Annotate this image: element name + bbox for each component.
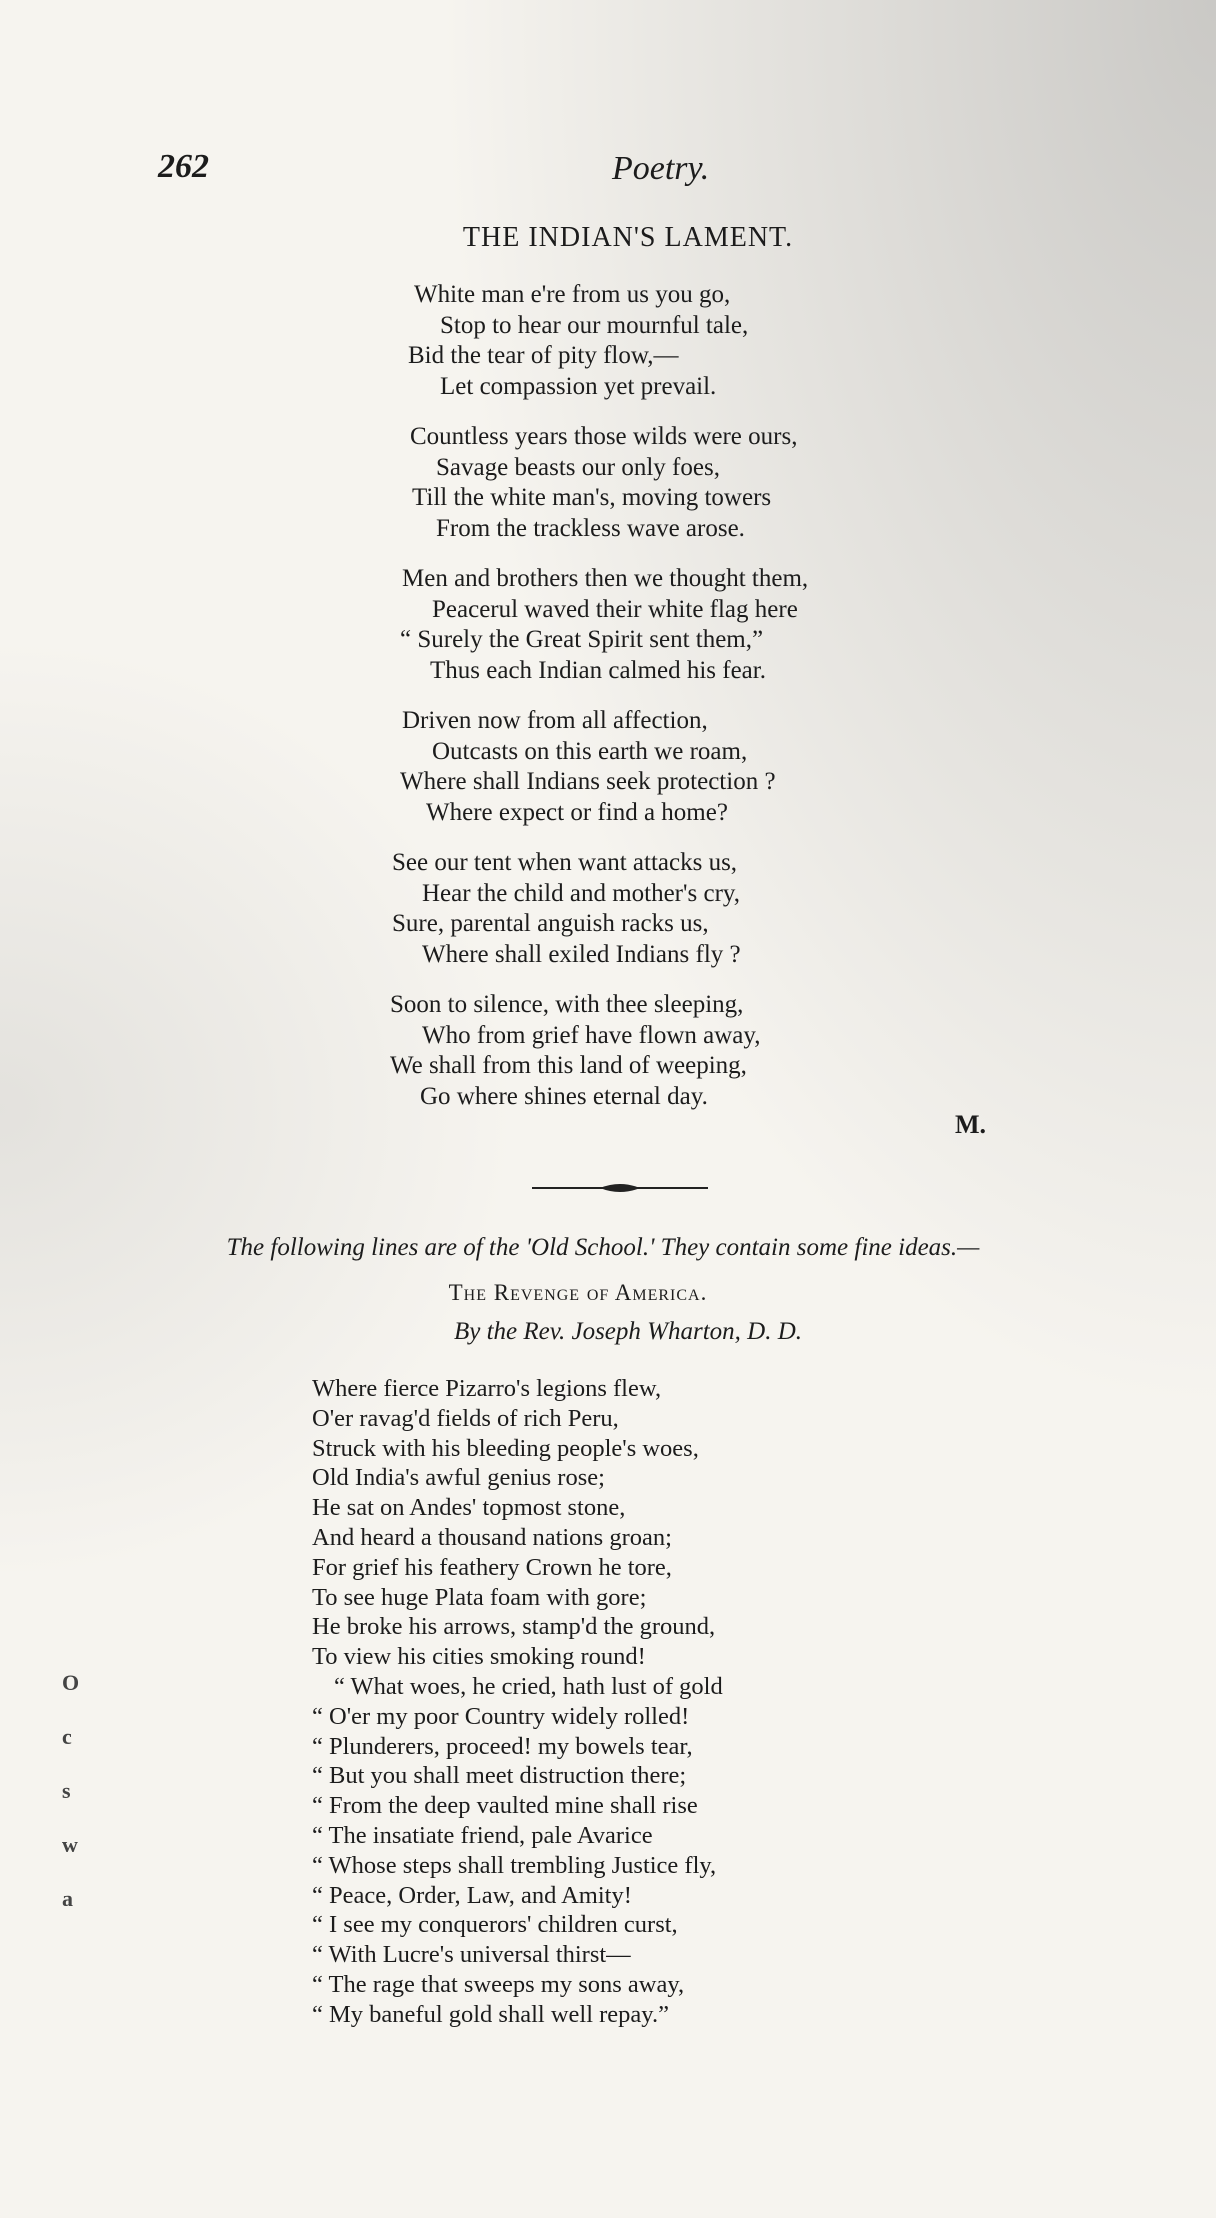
verse-line: Struck with his bleeding people's woes, <box>312 1434 699 1462</box>
verse-line: Let compassion yet prevail. <box>440 372 717 400</box>
verse-line: “ What woes, he cried, hath lust of gold <box>334 1672 723 1700</box>
facing-page-bleed-letters <box>62 1670 92 1940</box>
verse-line: He broke his arrows, stamp'd the ground, <box>312 1613 716 1641</box>
verse-line: Stop to hear our mournful tale, <box>440 311 749 339</box>
poem-indians-lament <box>388 280 1088 1132</box>
verse-line: To see huge Plata foam with gore; <box>312 1583 647 1611</box>
verse-line: Sure, parental anguish racks us, <box>392 910 709 937</box>
poem-title-revenge-of-america: The Revenge of America. <box>448 1280 708 1305</box>
running-head: Poetry. <box>612 150 710 187</box>
verse-line: Driven now from all affection, <box>402 707 708 734</box>
verse-line: “ The rage that sweeps my sons away, <box>312 1970 685 1998</box>
verse-line: Soon to silence, with thee sleeping, <box>390 991 744 1018</box>
stanza <box>388 706 1088 828</box>
verse-line: “ Plunderers, proceed! my bowels tear, <box>312 1732 693 1760</box>
margin-letter: c <box>62 1724 72 1749</box>
stanza <box>388 990 1088 1112</box>
verse-line: Where expect or find a home? <box>426 798 728 826</box>
verse-line: Men and brothers then we thought them, <box>402 565 809 592</box>
verse-line: He sat on Andes' topmost stone, <box>312 1494 626 1522</box>
verse-line: “ The insatiate friend, pale Avarice <box>312 1821 653 1849</box>
verse-line: “ But you shall meet distruction there; <box>312 1762 687 1790</box>
poem-revenge-of-america <box>312 1374 1112 2030</box>
poem-title-indians-lament: THE INDIAN'S LAMENT. <box>462 222 794 253</box>
verse-line: Outcasts on this earth we roam, <box>432 737 748 765</box>
margin-letter: w <box>62 1832 78 1857</box>
verse-line: And heard a thousand nations groan; <box>312 1523 672 1551</box>
verse-line: “ Whose steps shall trembling Justice fly, <box>312 1851 717 1879</box>
poem-attribution: M. <box>955 1110 987 1139</box>
section-divider-ornament <box>530 1180 710 1196</box>
page-header <box>0 148 1216 188</box>
stanza <box>388 848 1088 970</box>
verse-line: “ From the deep vaulted mine shall rise <box>312 1792 698 1820</box>
verse-line: To view his cities smoking round! <box>312 1643 646 1671</box>
verse-line: “ O'er my poor Country widely rolled! <box>312 1702 690 1730</box>
verse-line: For grief his feathery Crown he tore, <box>312 1553 672 1581</box>
verse-line: Go where shines eternal day. <box>420 1082 708 1110</box>
verse-line: Countless years those wilds were ours, <box>410 423 798 450</box>
margin-letter: s <box>62 1778 71 1803</box>
verse-line: See our tent when want attacks us, <box>392 849 738 876</box>
verse-line: We shall from this land of weeping, <box>390 1052 747 1079</box>
verse-line: Till the white man's, moving towers <box>412 484 772 511</box>
verse-line: Peacerul waved their white flag here <box>432 595 798 623</box>
verse-line: “ I see my conquerors' children curst, <box>312 1911 678 1939</box>
verse-line: “ My baneful gold shall well repay.” <box>312 2000 669 2028</box>
verse-line: White man e're from us you go, <box>414 281 731 308</box>
verse-line: “ Peace, Order, Law, and Amity! <box>312 1881 632 1909</box>
editorial-intro: The following lines are of the 'Old School.' They contain some fine ideas.— <box>226 1234 980 1261</box>
verse-line: Where fierce Pizarro's legions flew, <box>312 1375 662 1402</box>
margin-letter: O <box>62 1670 80 1695</box>
verse-line: O'er ravag'd fields of rich Peru, <box>312 1404 619 1432</box>
verse-line: Thus each Indian calmed his fear. <box>430 656 766 684</box>
verse-line: Who from grief have flown away, <box>422 1021 761 1049</box>
verse-line: From the trackless wave arose. <box>436 514 745 542</box>
stanza <box>388 564 1088 686</box>
verse-line: Where shall Indians seek protection ? <box>400 768 776 795</box>
verse-line: Hear the child and mother's cry, <box>422 879 741 907</box>
poem-byline: By the Rev. Joseph Wharton, D. D. <box>453 1318 803 1345</box>
stanza <box>388 422 1088 544</box>
verse-line: Bid the tear of pity flow,— <box>408 342 679 369</box>
verse-line: Where shall exiled Indians fly ? <box>422 940 741 968</box>
verse-line: “ Surely the Great Spirit sent them,” <box>400 626 764 653</box>
page-number: 262 <box>158 148 209 185</box>
margin-letter: a <box>62 1886 73 1911</box>
verse-line: “ With Lucre's universal thirst— <box>312 1941 631 1969</box>
stanza <box>388 280 1088 402</box>
verse-line: Savage beasts our only foes, <box>436 453 720 481</box>
verse-line: Old India's awful genius rose; <box>312 1464 605 1492</box>
